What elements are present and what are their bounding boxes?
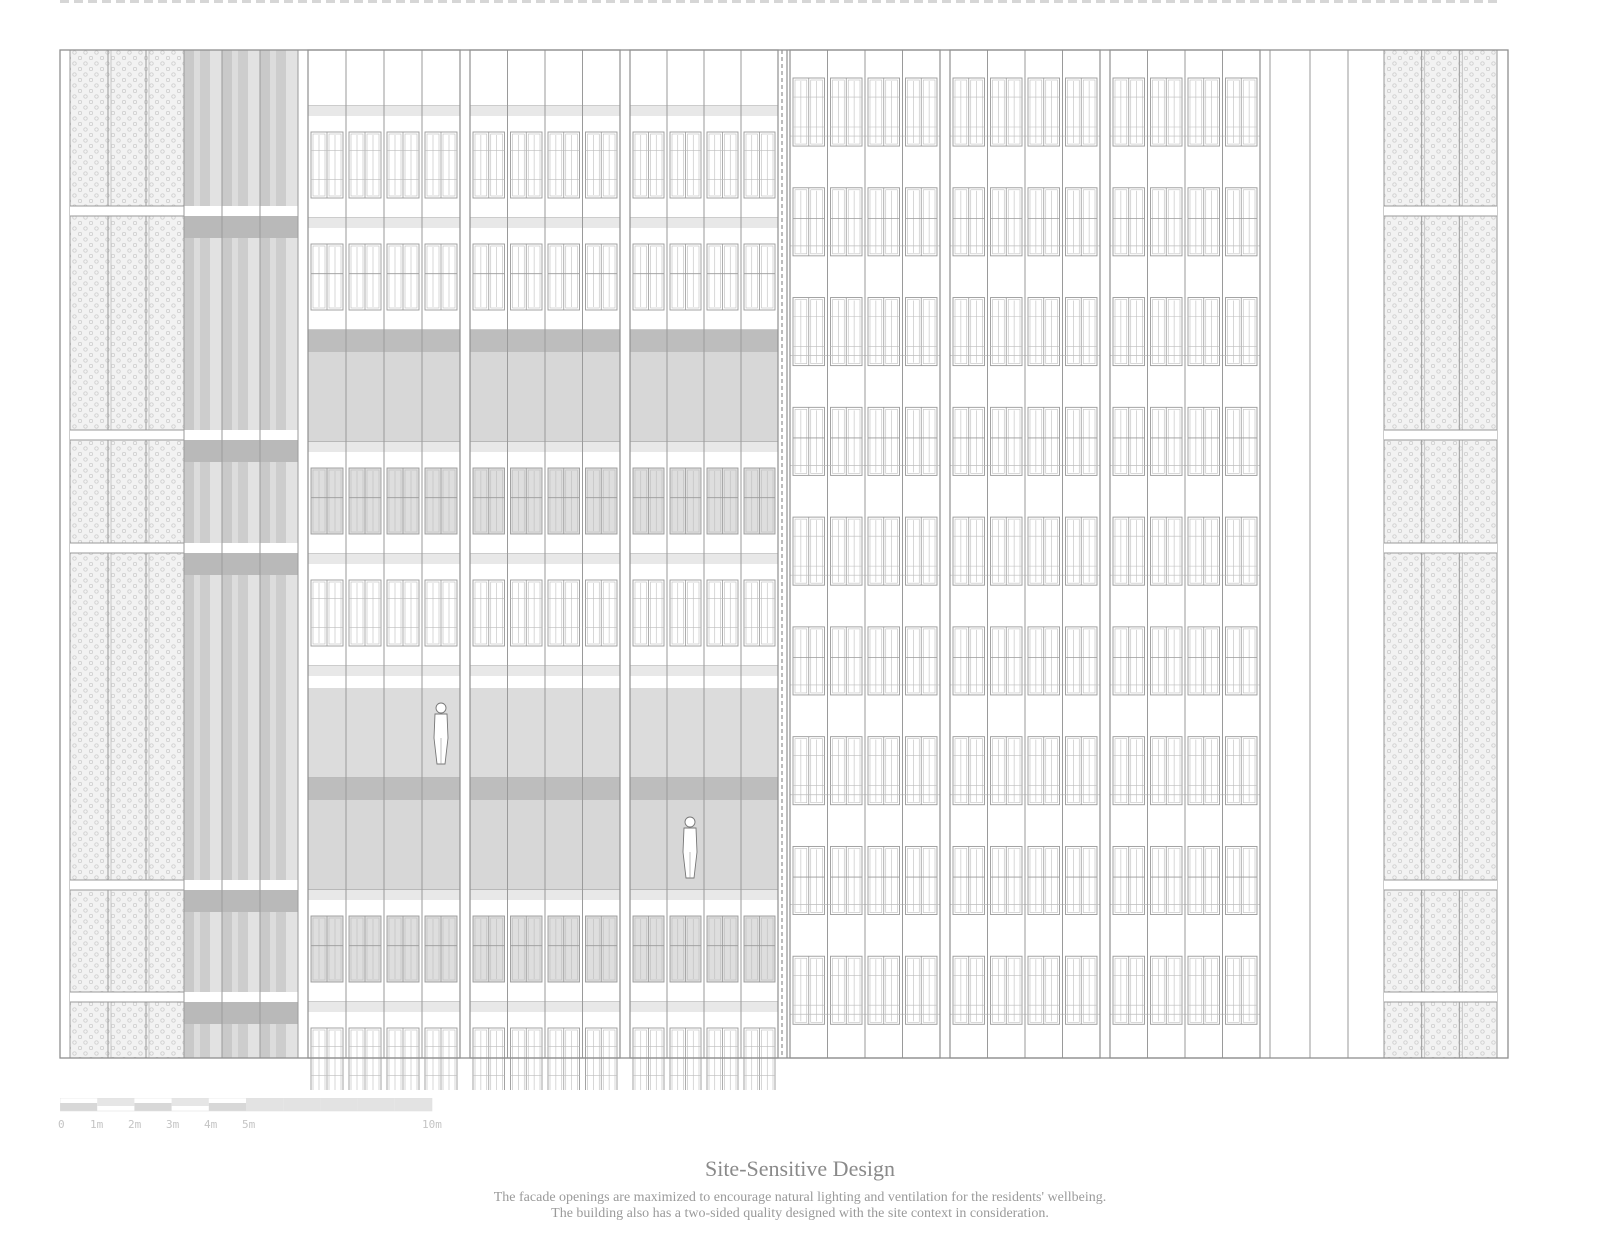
caption-title: Site-Sensitive Design: [704, 1156, 896, 1181]
window-unit: [425, 580, 457, 646]
scale-label-3m: 3m: [166, 1118, 180, 1131]
figure-head: [436, 703, 446, 713]
window-unit: [387, 468, 419, 534]
window-unit: [311, 468, 343, 534]
window-unit: [707, 580, 738, 646]
floor-band: [1384, 206, 1497, 216]
stair-landing-shadow: [184, 440, 298, 462]
window-unit: [707, 468, 738, 534]
window-unit: [511, 132, 543, 198]
window-unit: [349, 916, 381, 982]
window-unit: [633, 468, 664, 534]
floor-band: [70, 880, 184, 890]
scale-label-1m: 1m: [90, 1118, 104, 1131]
perforated-panel-fill: [70, 50, 184, 1058]
window-unit: [670, 244, 701, 310]
window-unit: [744, 468, 775, 534]
scale-segment: [246, 1098, 283, 1111]
window-unit: [387, 132, 419, 198]
left-perforated-panels: [70, 50, 184, 1058]
scale-segment: [209, 1103, 246, 1111]
stair-landing-shadow: [184, 216, 298, 238]
window-unit: [586, 580, 618, 646]
stair-landing: [184, 543, 298, 553]
perforated-panel-fill: [1384, 50, 1497, 1058]
window-unit: [511, 468, 543, 534]
window-unit: [670, 1028, 701, 1090]
balcony-facade-west: [308, 50, 778, 1090]
window-unit: [349, 580, 381, 646]
window-unit: [548, 1028, 580, 1090]
window-unit: [349, 132, 381, 198]
window-unit: [744, 132, 775, 198]
caption-block: [0, 1156, 1600, 1222]
stair-landing: [184, 430, 298, 440]
caption-line-1: The facade openings are maximized to encourage natural lighting and ventilation for the residents' wellbeing.: [493, 1190, 1107, 1205]
window-unit: [425, 1028, 457, 1090]
stair-landing: [184, 992, 298, 1002]
scale-label-10m: 10m: [422, 1118, 442, 1131]
scale-segment: [358, 1098, 395, 1111]
window-unit: [473, 132, 505, 198]
facade-bay: [790, 50, 940, 1058]
window-unit: [586, 468, 618, 534]
window-unit: [548, 132, 580, 198]
window-unit: [633, 916, 664, 982]
window-unit: [548, 580, 580, 646]
window-unit: [473, 916, 505, 982]
floor-band: [1384, 992, 1497, 1002]
window-unit: [387, 580, 419, 646]
window-unit: [744, 580, 775, 646]
window-unit: [744, 244, 775, 310]
window-unit: [311, 916, 343, 982]
floor-band: [70, 543, 184, 553]
party-wall: [782, 50, 787, 1058]
caption-line-2: The building also has a two-sided quality designed with the site context in consideration.: [551, 1206, 1049, 1221]
window-unit: [633, 132, 664, 198]
stair-landing: [184, 206, 298, 216]
window-unit: [425, 468, 457, 534]
window-unit: [473, 1028, 505, 1090]
window-unit: [511, 580, 543, 646]
scale-segment: [283, 1098, 320, 1111]
window-unit: [349, 468, 381, 534]
scale-segment: [395, 1098, 432, 1111]
scale-label-4m: 4m: [204, 1118, 218, 1131]
window-unit: [670, 580, 701, 646]
window-unit: [311, 580, 343, 646]
window-unit: [586, 244, 618, 310]
window-unit: [387, 916, 419, 982]
window-unit: [548, 916, 580, 982]
scale-label-5m: 5m: [242, 1118, 256, 1131]
window-unit: [387, 1028, 419, 1090]
window-unit: [473, 580, 505, 646]
facade-bay: [630, 50, 778, 1090]
stair-landing-shadow: [184, 890, 298, 912]
window-unit: [707, 1028, 738, 1090]
stair-landing-shadow: [184, 553, 298, 575]
window-unit: [633, 1028, 664, 1090]
window-unit: [586, 916, 618, 982]
scale-label-2m: 2m: [128, 1118, 142, 1131]
window-unit: [707, 244, 738, 310]
scale-label-0: 0: [58, 1118, 65, 1131]
figure-head: [685, 817, 695, 827]
window-unit: [548, 468, 580, 534]
window-unit: [473, 468, 505, 534]
floor-band: [1384, 543, 1497, 553]
window-unit: [586, 1028, 618, 1090]
window-unit: [633, 580, 664, 646]
facade-bay: [308, 50, 460, 1090]
scale-segment: [172, 1098, 209, 1106]
scale-segment: [97, 1098, 134, 1106]
window-unit: [744, 1028, 775, 1090]
facade-bay: [950, 50, 1100, 1058]
window-facade-east: [790, 50, 1260, 1058]
window-unit: [670, 132, 701, 198]
window-unit: [311, 1028, 343, 1090]
window-unit: [349, 1028, 381, 1090]
floor-band: [70, 992, 184, 1002]
window-unit: [633, 244, 664, 310]
scale-segment: [134, 1103, 171, 1111]
window-unit: [511, 244, 543, 310]
facade-bay: [470, 50, 620, 1090]
window-unit: [511, 1028, 543, 1090]
stair-landing: [184, 880, 298, 890]
window-unit: [387, 244, 419, 310]
floor-band: [1384, 880, 1497, 890]
window-unit: [707, 916, 738, 982]
window-unit: [349, 244, 381, 310]
window-unit: [670, 916, 701, 982]
louver-stair-zone: [184, 50, 298, 1058]
window-unit: [425, 916, 457, 982]
window-unit: [548, 244, 580, 310]
window-unit: [311, 244, 343, 310]
window-unit: [311, 132, 343, 198]
facade-bay: [1110, 50, 1260, 1058]
scale-bar-graphic: [60, 1098, 460, 1114]
scale-segment: [320, 1098, 357, 1111]
floor-band: [70, 206, 184, 216]
window-unit: [744, 916, 775, 982]
blank-wall-strip: [1270, 50, 1348, 1058]
window-unit: [670, 468, 701, 534]
window-unit: [707, 132, 738, 198]
window-unit: [473, 244, 505, 310]
window-unit: [425, 132, 457, 198]
scale-bar: [60, 1098, 460, 1138]
scale-segment: [60, 1103, 97, 1111]
right-perforated-panels: [1384, 50, 1497, 1058]
window-unit: [586, 132, 618, 198]
window-unit: [511, 916, 543, 982]
floor-band: [70, 430, 184, 440]
window-unit: [425, 244, 457, 310]
floor-band: [1384, 430, 1497, 440]
stair-landing-shadow: [184, 1002, 298, 1024]
